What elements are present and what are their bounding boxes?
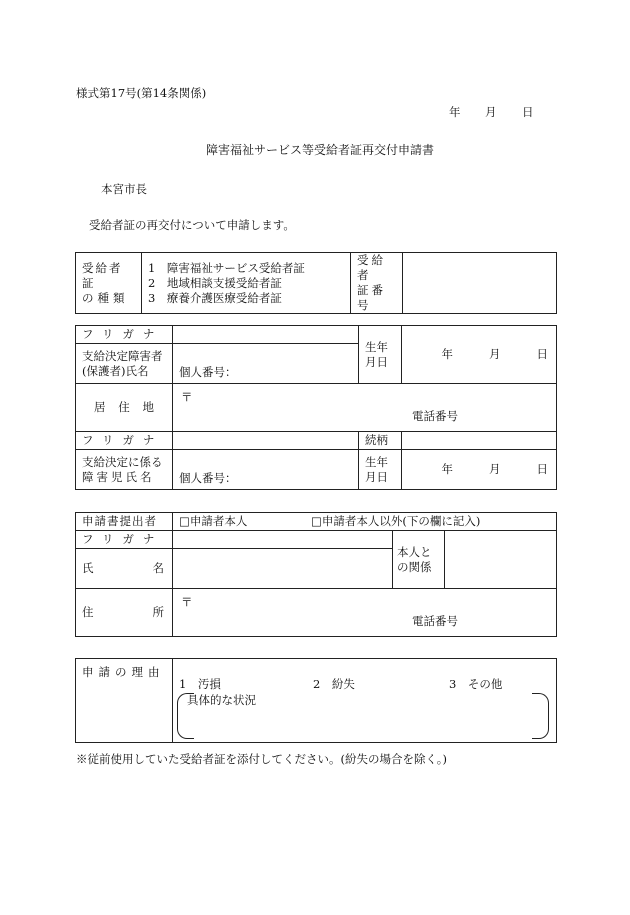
- applicant-name-label: 氏 名: [76, 549, 173, 589]
- date-day: 日: [522, 105, 534, 119]
- birth-label: 生年 月日: [359, 326, 402, 384]
- applicant-furigana-label: フリガナ: [76, 531, 173, 549]
- address-label: 居 住 地: [76, 384, 173, 432]
- relation-field[interactable]: [402, 432, 557, 450]
- reason-option-soiled[interactable]: 1 汚損: [179, 677, 221, 691]
- applicant-address-label: 住 所: [76, 589, 173, 637]
- intro-text: 受給者証の再交付について申請します。: [89, 218, 295, 232]
- applicant-table: [75, 512, 557, 637]
- child-furigana-field[interactable]: [173, 432, 359, 450]
- date-year: 年: [449, 105, 461, 119]
- submitter-other-checkbox[interactable]: □申請者本人以外(下の欄に記入): [311, 514, 481, 528]
- applicant-address-field[interactable]: [173, 589, 557, 637]
- phone-label: 電話番号: [412, 408, 458, 423]
- submitter-self-checkbox[interactable]: □申請者本人: [179, 514, 248, 528]
- form-number: 様式第17号(第14条関係): [76, 86, 207, 100]
- reason-detail-label: 具体的な状況: [187, 693, 256, 707]
- applicant-postal-mark: 〒: [181, 594, 193, 609]
- reason-option-other[interactable]: 3 その他: [449, 677, 503, 691]
- relation-label: 続柄: [359, 432, 402, 450]
- reason-field[interactable]: [173, 659, 557, 743]
- child-name-label: 支給決定に係る 障害児氏名: [76, 450, 173, 490]
- child-birth-date-field[interactable]: 年 月 日: [402, 450, 557, 490]
- child-birth-label: 生年 月日: [359, 450, 402, 490]
- reason-label: 申請の理由: [76, 659, 173, 743]
- child-furigana-label: フリガナ: [76, 432, 173, 450]
- furigana-label: フリガナ: [76, 326, 173, 344]
- date-month: 月: [485, 105, 497, 119]
- cert-number-label: 受給者 証番号: [351, 253, 403, 314]
- cert-type-label: 受給者証 の種類: [76, 253, 142, 314]
- address-field[interactable]: [173, 384, 557, 432]
- certificate-table: [75, 252, 557, 314]
- reason-table: [75, 658, 557, 743]
- reason-detail-bracket[interactable]: [177, 693, 549, 739]
- submitter-options[interactable]: [173, 513, 557, 531]
- applicant-furigana-field[interactable]: [173, 531, 393, 549]
- submitter-label: 申請書提出者: [76, 513, 173, 531]
- applicant-relation-field[interactable]: [445, 531, 557, 589]
- guardian-name-field[interactable]: 個人番号：: [173, 344, 359, 384]
- person-table: [75, 325, 557, 490]
- child-name-field[interactable]: 個人番号：: [173, 450, 359, 490]
- furigana-field[interactable]: [173, 326, 359, 344]
- page-title: 障害福祉サービス等受給者証再交付申請書: [206, 143, 435, 157]
- applicant-relation-label: 本人と の関係: [393, 531, 445, 589]
- postal-mark: 〒: [181, 389, 193, 404]
- birth-date-field[interactable]: 年 月 日: [402, 326, 557, 384]
- footnote: ※従前使用していた受給者証を添付してください。(紛失の場合を除く。): [76, 752, 447, 766]
- guardian-name-label: 支給決定障害者 (保護者)氏名: [76, 344, 173, 384]
- reason-option-lost[interactable]: 2 紛失: [313, 677, 355, 691]
- addressee: 本宮市長: [101, 182, 147, 196]
- cert-number-field[interactable]: [403, 253, 557, 314]
- cert-type-options[interactable]: 1 障害福祉サービス受給者証 2 地域相談支援受給者証 3 療養介護医療受給者証: [142, 253, 351, 314]
- applicant-name-field[interactable]: [173, 549, 393, 589]
- applicant-phone-label: 電話番号: [412, 613, 458, 628]
